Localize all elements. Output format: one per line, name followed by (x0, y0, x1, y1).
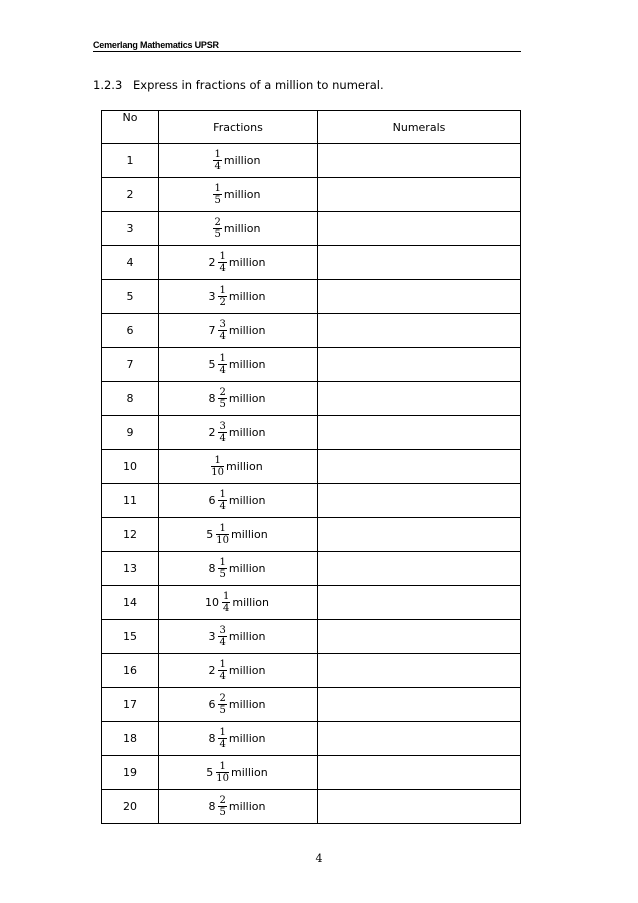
fraction (218, 693, 226, 716)
row-number: 14 (102, 586, 159, 620)
table-row (102, 178, 521, 212)
table-row (102, 348, 521, 382)
worksheet-table (101, 110, 521, 824)
table-row (102, 484, 521, 518)
numeral-answer-cell[interactable] (318, 552, 521, 586)
numerator: 1 (219, 489, 226, 500)
mixed-number (158, 285, 316, 308)
fraction-cell (159, 620, 318, 654)
fraction-cell (159, 552, 318, 586)
numeral-answer-cell[interactable] (318, 654, 521, 688)
denominator: 10 (216, 535, 230, 546)
fraction (211, 455, 224, 478)
denominator: 4 (214, 161, 221, 172)
fraction-cell (159, 416, 318, 450)
fraction-cell (159, 756, 318, 790)
row-number: 6 (102, 314, 159, 348)
numeral-answer-cell[interactable] (318, 756, 521, 790)
table-row (102, 688, 521, 722)
fraction (218, 319, 226, 342)
unit-label: million (228, 664, 266, 677)
denominator: 5 (214, 229, 221, 240)
denominator: 4 (219, 671, 226, 682)
mixed-number (158, 591, 316, 614)
numerator: 1 (219, 353, 226, 364)
denominator: 5 (219, 807, 226, 818)
mixed-number (158, 149, 316, 172)
numeral-answer-cell[interactable] (318, 246, 521, 280)
numerator: 3 (219, 319, 226, 330)
unit-label: million (231, 528, 268, 541)
table-row (102, 382, 521, 416)
fraction-cell (159, 382, 318, 416)
fraction-cell (159, 314, 318, 348)
table-row (102, 756, 521, 790)
numeral-answer-cell[interactable] (318, 518, 521, 552)
mixed-number (158, 353, 316, 376)
table-header-row (102, 111, 521, 144)
numeral-answer-cell[interactable] (318, 178, 521, 212)
table-row (102, 280, 521, 314)
whole-number: 5 (208, 358, 216, 371)
mixed-number (158, 217, 316, 240)
fraction-cell (159, 280, 318, 314)
fraction-cell (159, 688, 318, 722)
numerator: 1 (214, 455, 221, 466)
fraction (218, 557, 226, 580)
fraction-cell (159, 178, 318, 212)
unit-label: million (228, 392, 266, 405)
unit-label: million (228, 256, 266, 269)
unit-label: million (228, 324, 266, 337)
unit-label: million (228, 358, 266, 371)
table-body (102, 144, 521, 824)
section-heading (93, 78, 384, 92)
numeral-answer-cell[interactable] (318, 280, 521, 314)
fraction-cell (159, 484, 318, 518)
whole-number: 2 (208, 426, 216, 439)
fraction (213, 149, 221, 172)
row-number: 10 (102, 450, 159, 484)
numerator: 1 (219, 727, 226, 738)
table-row (102, 654, 521, 688)
fraction (216, 761, 229, 784)
fraction (218, 387, 226, 410)
table-row (102, 620, 521, 654)
fraction (213, 217, 221, 240)
numerator: 1 (219, 251, 226, 262)
mixed-number (158, 625, 316, 648)
denominator: 4 (219, 263, 226, 274)
denominator: 4 (219, 331, 226, 342)
unit-label: million (228, 290, 266, 303)
whole-number: 5 (206, 528, 214, 541)
numeral-answer-cell[interactable] (318, 348, 521, 382)
whole-number: 7 (208, 324, 216, 337)
numeral-answer-cell[interactable] (318, 620, 521, 654)
table-row (102, 450, 521, 484)
unit-label: million (223, 154, 261, 167)
fraction (218, 421, 226, 444)
column-header-fractions: Fractions (159, 111, 318, 144)
header-rule (93, 51, 521, 52)
mixed-number (158, 489, 316, 512)
fraction-cell (159, 212, 318, 246)
whole-number: 8 (208, 392, 216, 405)
numerator: 2 (219, 693, 226, 704)
denominator: 4 (219, 637, 226, 648)
whole-number: 8 (208, 800, 216, 813)
mixed-number (158, 387, 316, 410)
row-number: 4 (102, 246, 159, 280)
row-number: 13 (102, 552, 159, 586)
mixed-number (158, 251, 316, 274)
row-number: 7 (102, 348, 159, 382)
fraction (218, 625, 226, 648)
fraction (213, 183, 221, 206)
fraction-cell (159, 586, 318, 620)
numeral-answer-cell[interactable] (318, 144, 521, 178)
fraction-cell (159, 144, 318, 178)
denominator: 10 (211, 467, 225, 478)
table-row (102, 246, 521, 280)
unit-label: million (228, 562, 266, 575)
denominator: 4 (219, 501, 226, 512)
fraction-cell (159, 722, 318, 756)
numerator: 1 (214, 183, 221, 194)
whole-number: 2 (208, 256, 216, 269)
numeral-answer-cell[interactable] (318, 484, 521, 518)
fraction-cell (159, 518, 318, 552)
mixed-number (158, 795, 316, 818)
fraction-cell (159, 654, 318, 688)
numerator: 2 (219, 387, 226, 398)
whole-number: 2 (208, 664, 216, 677)
row-number: 15 (102, 620, 159, 654)
mixed-number (158, 455, 316, 478)
unit-label: million (232, 596, 270, 609)
row-number: 18 (102, 722, 159, 756)
numerator: 1 (219, 659, 226, 670)
unit-label: million (228, 732, 266, 745)
unit-label: million (223, 188, 261, 201)
unit-label: million (231, 766, 268, 779)
fraction (218, 727, 226, 750)
table-row (102, 314, 521, 348)
denominator: 5 (219, 399, 226, 410)
header-title: Cemerlang Mathematics UPSR (93, 40, 219, 50)
mixed-number (158, 183, 316, 206)
section-number: 1.2.3 (93, 78, 123, 92)
table-row (102, 212, 521, 246)
whole-number: 6 (208, 698, 216, 711)
numeral-answer-cell[interactable] (318, 382, 521, 416)
mixed-number (158, 421, 316, 444)
mixed-number (158, 557, 316, 580)
whole-number: 3 (208, 630, 216, 643)
row-number: 17 (102, 688, 159, 722)
column-header-numerals: Numerals (318, 111, 521, 144)
unit-label: million (228, 800, 266, 813)
fraction (218, 795, 226, 818)
row-number: 11 (102, 484, 159, 518)
row-number: 5 (102, 280, 159, 314)
table-row (102, 722, 521, 756)
numeral-answer-cell[interactable] (318, 688, 521, 722)
whole-number: 6 (208, 494, 216, 507)
denominator: 4 (222, 603, 230, 614)
fraction (218, 353, 226, 376)
unit-label: million (228, 698, 266, 711)
unit-label: million (226, 460, 263, 473)
denominator: 5 (219, 705, 226, 716)
numeral-answer-cell[interactable] (318, 416, 521, 450)
numerator: 1 (219, 523, 226, 534)
denominator: 4 (219, 365, 226, 376)
table-row (102, 552, 521, 586)
table-row (102, 790, 521, 824)
fraction-cell (159, 246, 318, 280)
denominator: 10 (216, 773, 230, 784)
numerator: 3 (219, 625, 226, 636)
fraction-cell (159, 790, 318, 824)
denominator: 4 (219, 739, 226, 750)
row-number: 12 (102, 518, 159, 552)
row-number: 16 (102, 654, 159, 688)
whole-number: 3 (208, 290, 216, 303)
table-row (102, 586, 521, 620)
whole-number: 5 (206, 766, 214, 779)
fraction (222, 591, 230, 614)
row-number: 1 (102, 144, 159, 178)
fraction (218, 659, 226, 682)
fraction (216, 523, 229, 546)
numerator: 1 (214, 149, 221, 160)
numeral-answer-cell[interactable] (318, 450, 521, 484)
numeral-answer-cell[interactable] (318, 212, 521, 246)
numerator: 1 (219, 557, 226, 568)
page-number: 4 (315, 852, 323, 865)
whole-number: 8 (208, 732, 216, 745)
numerator: 1 (219, 285, 226, 296)
fraction (218, 251, 226, 274)
row-number: 3 (102, 212, 159, 246)
numeral-answer-cell[interactable] (318, 722, 521, 756)
row-number: 8 (102, 382, 159, 416)
numerator: 2 (219, 795, 226, 806)
numeral-answer-cell[interactable] (318, 314, 521, 348)
unit-label: million (223, 222, 261, 235)
numeral-answer-cell[interactable] (318, 586, 521, 620)
table-row (102, 416, 521, 450)
fraction-cell (159, 450, 318, 484)
numerator: 1 (222, 591, 230, 602)
mixed-number (158, 693, 316, 716)
denominator: 4 (219, 433, 226, 444)
unit-label: million (228, 630, 266, 643)
unit-label: million (228, 426, 266, 439)
fraction (218, 489, 226, 512)
row-number: 9 (102, 416, 159, 450)
numeral-answer-cell[interactable] (318, 790, 521, 824)
row-number: 19 (102, 756, 159, 790)
table-row (102, 518, 521, 552)
mixed-number (158, 319, 316, 342)
row-number: 20 (102, 790, 159, 824)
fraction-cell (159, 348, 318, 382)
table-row (102, 144, 521, 178)
denominator: 2 (219, 297, 226, 308)
denominator: 5 (219, 569, 226, 580)
mixed-number (158, 727, 316, 750)
numerator: 1 (219, 761, 226, 772)
column-header-no: No (102, 111, 159, 144)
mixed-number (158, 761, 316, 784)
numerator: 3 (219, 421, 226, 432)
numerator: 2 (214, 217, 221, 228)
mixed-number (158, 523, 316, 546)
unit-label: million (228, 494, 266, 507)
whole-number: 8 (208, 562, 216, 575)
whole-number: 10 (204, 596, 219, 609)
mixed-number (158, 659, 316, 682)
fraction (218, 285, 226, 308)
row-number: 2 (102, 178, 159, 212)
section-heading-text: Express in fractions of a million to numeral. (133, 78, 384, 92)
denominator: 5 (214, 195, 221, 206)
